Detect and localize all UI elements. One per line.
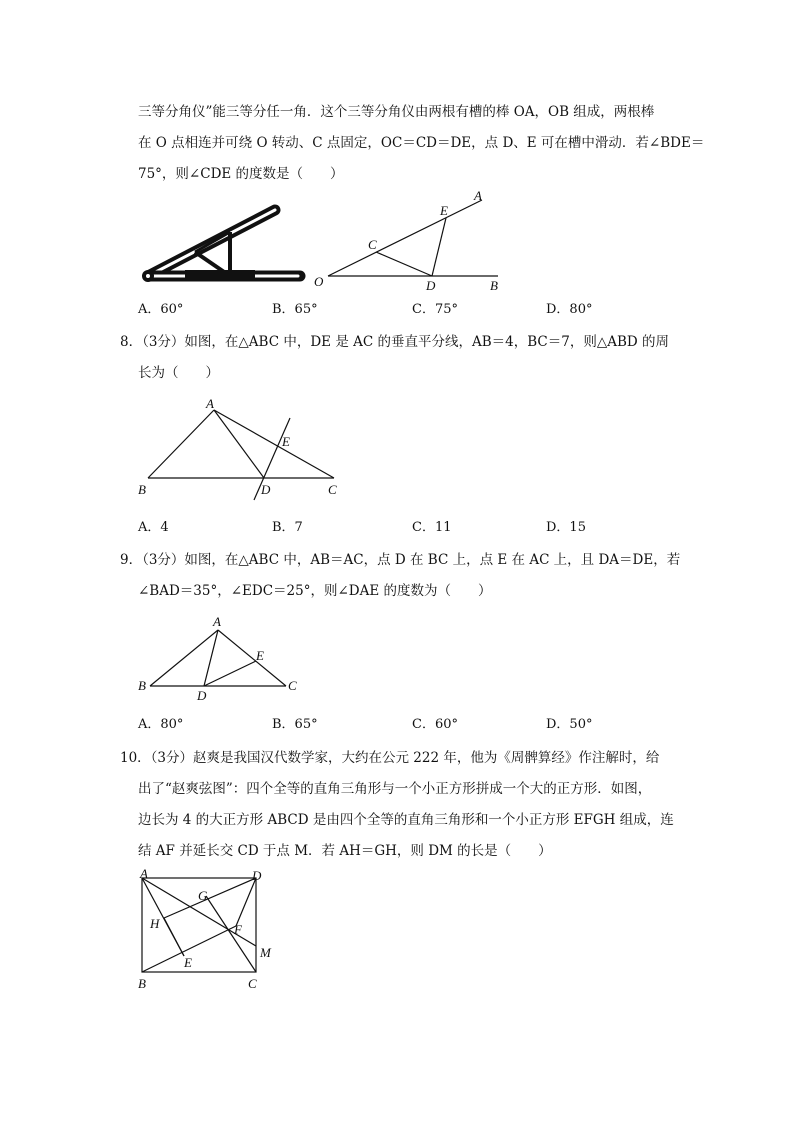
q10-text-line-4: 结 AF 并延长交 CD 于点 M．若 AH＝GH，则 DM 的长是（ ） xyxy=(138,843,552,859)
label-g: G xyxy=(198,888,208,903)
label-e: E xyxy=(256,648,264,663)
q8-option-a[interactable]: A．4 xyxy=(138,520,169,535)
trisector-device-figure xyxy=(140,202,310,292)
label-b: B xyxy=(138,976,146,991)
side-ac xyxy=(218,630,286,686)
q7-text-line-1: 三等分角仪”能三等分任一角．这个三等分角仪由两根有槽的棒 OA，OB 组成，两根棒 xyxy=(138,104,655,120)
q9-geometry-figure xyxy=(136,614,316,704)
q8-geometry-figure xyxy=(136,396,356,506)
label-d: D xyxy=(197,688,207,703)
q7-option-c[interactable]: C．75° xyxy=(412,302,458,317)
q7-text-line-2: 在 O 点相连并可绕 O 转动、C 点固定，OC＝CD＝DE，点 D、E 可在槽中滑动．若∠BDE＝ xyxy=(138,135,705,151)
q7-geometry-figure xyxy=(310,188,510,298)
q8-text-line-2: 长为（ ） xyxy=(138,365,219,381)
label-d: D xyxy=(426,278,436,293)
label-a: A xyxy=(140,866,148,881)
q9-option-b[interactable]: B．65° xyxy=(272,717,318,732)
label-c: C xyxy=(328,482,337,497)
segment-he xyxy=(164,918,184,956)
q7-text-line-3: 75°，则∠CDE 的度数是（ ） xyxy=(138,166,344,182)
q9-option-a[interactable]: A．80° xyxy=(138,717,184,732)
q10-text-line-2: 出了“赵爽弦图”：四个全等的直角三角形与一个小正方形拼成一个大的正方形．如图， xyxy=(138,781,652,797)
label-b: B xyxy=(138,482,146,497)
label-d: D xyxy=(252,868,262,883)
segment-de xyxy=(204,661,256,686)
label-c: C xyxy=(288,678,297,693)
q9-option-d[interactable]: D．50° xyxy=(546,717,593,732)
perpendicular-bisector-de xyxy=(254,418,290,500)
label-b: B xyxy=(138,678,146,693)
q9-option-c[interactable]: C．60° xyxy=(412,717,458,732)
label-h: H xyxy=(150,916,160,931)
q8-text-line-1: 8．（3分）如图，在△ABC 中，DE 是 AC 的垂直平分线，AB＝4，BC＝7，则△ABD 的周 xyxy=(120,334,669,350)
segment-ad xyxy=(204,630,218,686)
label-d: D xyxy=(261,482,271,497)
label-c: C xyxy=(248,976,257,991)
side-ab xyxy=(148,410,214,478)
q7-option-a[interactable]: A．60° xyxy=(138,302,184,317)
label-e: E xyxy=(282,434,290,449)
q10-zhao-shuang-figure xyxy=(136,866,296,996)
q7-option-d[interactable]: D．80° xyxy=(546,302,593,317)
segment-cd xyxy=(376,252,432,276)
q10-text-line-3: 边长为 4 的大正方形 ABCD 是由四个全等的直角三角形和一个小正方形 EFGH 组成，连 xyxy=(138,812,674,828)
label-b: B xyxy=(490,278,498,293)
q8-option-d[interactable]: D．15 xyxy=(546,520,586,535)
label-a: A xyxy=(206,396,214,411)
q10-text-line-1: 10．（3分）赵爽是我国汉代数学家，大约在公元 222 年，他为《周髀算经》作注解时，给 xyxy=(120,750,660,766)
label-e: E xyxy=(440,203,448,218)
side-ac xyxy=(214,410,334,478)
q9-text-line-1: 9．（3分）如图，在△ABC 中，AB＝AC，点 D 在 BC 上，点 E 在 AC 上，且 DA＝DE，若 xyxy=(120,552,681,568)
label-a: A xyxy=(213,614,221,629)
label-c: C xyxy=(368,237,377,252)
q8-option-c[interactable]: C．11 xyxy=(412,520,452,535)
label-m: M xyxy=(260,945,271,960)
q9-text-line-2: ∠BAD＝35°，∠EDC＝25°，则∠DAE 的度数为（ ） xyxy=(138,583,492,599)
q7-option-b[interactable]: B．65° xyxy=(272,302,318,317)
segment-de xyxy=(432,218,446,276)
label-f: F xyxy=(234,922,242,937)
segment-ad xyxy=(214,410,264,478)
q8-option-b[interactable]: B．7 xyxy=(272,520,303,535)
label-o: O xyxy=(314,274,324,289)
segment-cg xyxy=(206,896,256,972)
label-a: A xyxy=(474,188,482,203)
label-e: E xyxy=(184,955,192,970)
side-ab xyxy=(150,630,218,686)
